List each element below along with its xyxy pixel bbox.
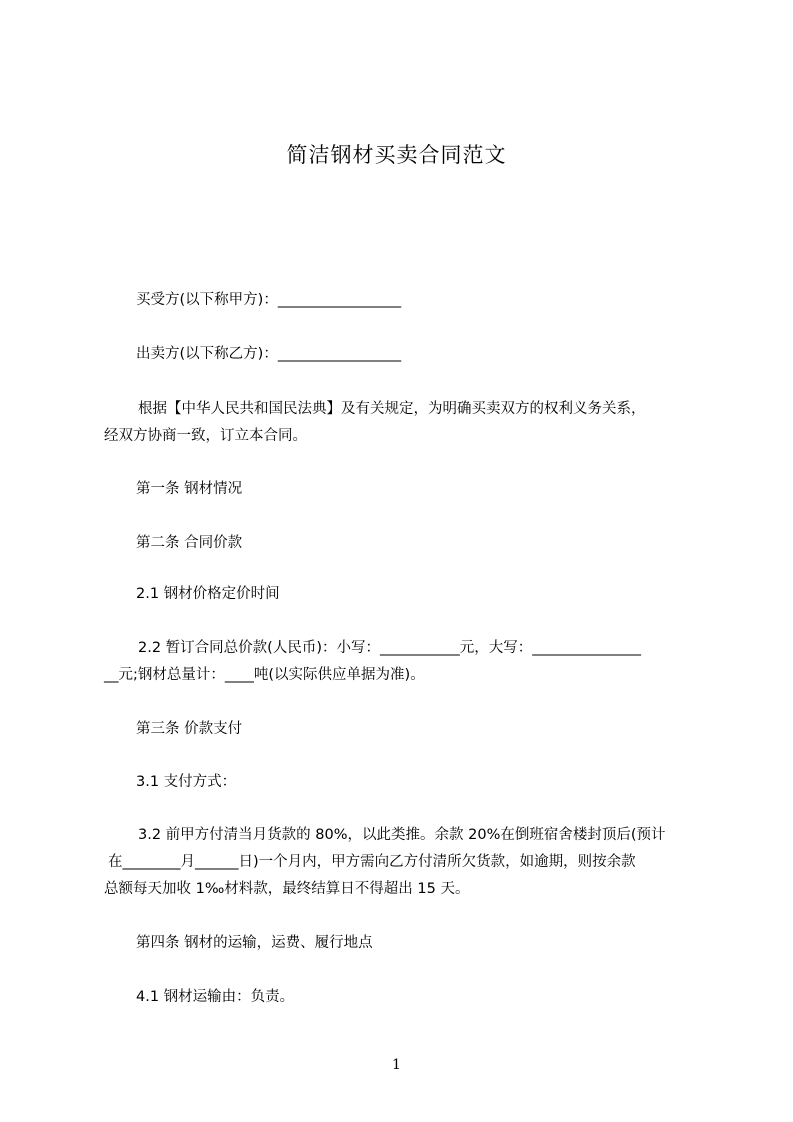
seller-line: 出卖方(以下称乙方)：_________________ <box>136 346 402 362</box>
clause-3-2-line1: 3.2 前甲方付清当月货款的 80%，以此类推。余款 20%在倒班宿舍楼封顶后(预计 <box>138 827 666 843</box>
clause-4-1: 4.1 钢材运输由：负责。 <box>136 989 295 1005</box>
article-2-heading: 第二条 合同价款 <box>136 535 243 551</box>
intro-paragraph-line2: 经双方协商一致，订立本合同。 <box>104 428 307 444</box>
clause-2-2-line2: __元;钢材总量计：____吨(以实际供应单据为准)。 <box>104 667 425 683</box>
clause-3-2-line2: 在________月______日)一个月内，甲方需向乙方付清所欠货款，如逾期，则按余款 <box>108 854 636 870</box>
page-number: 1 <box>392 1057 401 1073</box>
clause-3-1: 3.1 支付方式： <box>136 774 237 790</box>
document-title: 简洁钢材买卖合同范文 <box>286 143 507 167</box>
clause-2-1: 2.1 钢材价格定价时间 <box>136 586 280 602</box>
clause-3-2-line3: 总额每天加收 1‰材料款，最终结算日不得超出 15 天。 <box>104 881 470 897</box>
intro-paragraph-line1: 根据【中华人民共和国民法典】及有关规定，为明确买卖双方的权利义务关系， <box>138 401 646 417</box>
article-3-heading: 第三条 价款支付 <box>136 721 243 737</box>
article-4-heading: 第四条 钢材的运输，运费、履行地点 <box>136 935 373 951</box>
clause-2-2-line1: 2.2 暂订合同总价款(人民币)：小写：___________元，大写：_______________ <box>138 640 641 656</box>
buyer-line: 买受方(以下称甲方)：_________________ <box>136 292 402 308</box>
article-1-heading: 第一条 钢材情况 <box>136 481 243 497</box>
